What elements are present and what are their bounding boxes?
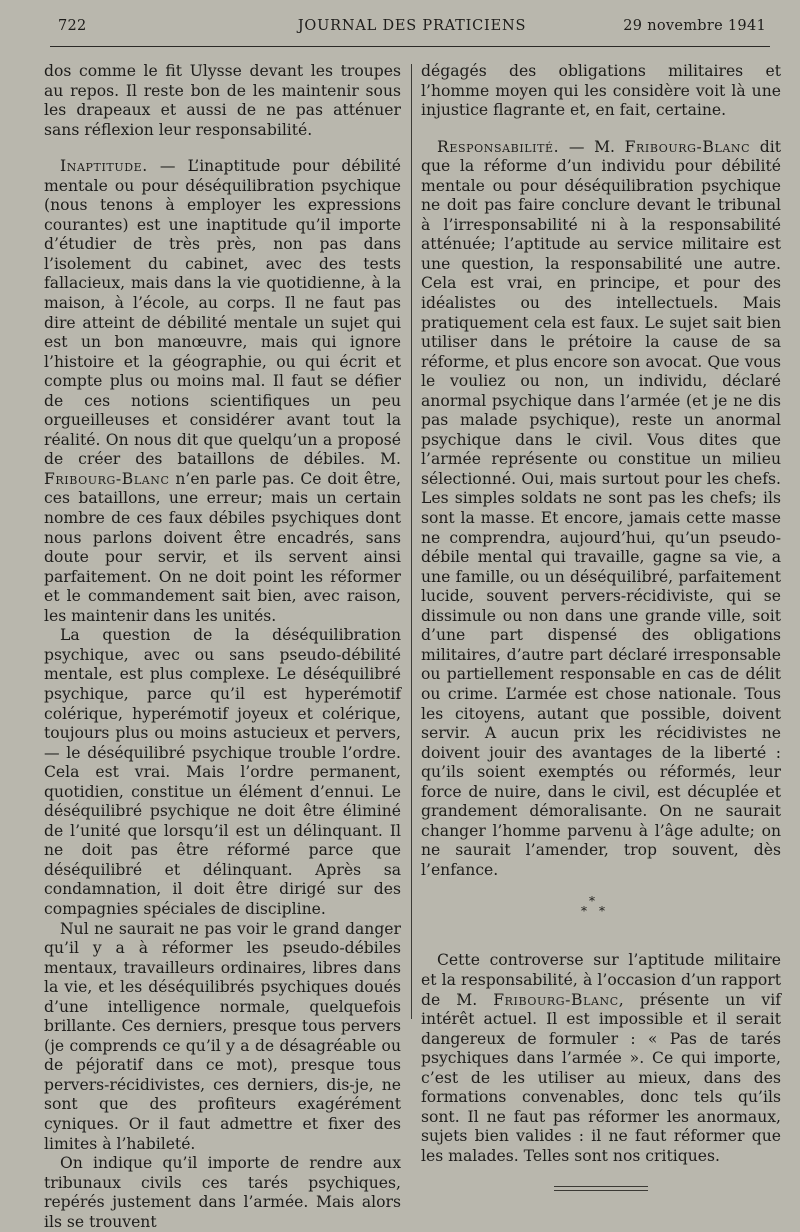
paragraph-inaptitude <box>44 157 401 626</box>
paragraph: La question de la déséquilibration psychique, avec ou sans pseudo-débilité mentale, est plus complexe. Le déséquilibré psychique, parce qu’il est hyperémotif colérique, hyperémotif joyeux et colérique, toujours plus ou moins astucieux et pervers, — le déséquilibré psychique trouble l’ordre. Cela est vrai. Mais l’ordre permanent, quotidien, constitue un élément d’ennui. Le déséquilibré psychique ne doit être éliminé de l’unité que lorsqu’il est un délinquant. Il ne doit pas être réformé parce que déséquilibré et délinquant. Après sa condamnation, il doit être dirigé sur des compagnies spéciales de discipline. <box>44 626 401 918</box>
paragraph: Nul ne saurait ne pas voir le grand danger qu’il y a à réformer les pseudo-débiles mentaux, travailleurs ordinaires, libres dans la vie, et les déséquilibrés psychiques doués d’une intelligence normale, quelquefois brillante. Ces derniers, presque tous pervers (je comprends ce qu’il y a de désagréable ou de péjoratif dans ce mot), presque tous pervers-récidivistes, ces derniers, dis-je, ne sont que des profiteurs exagérément cyniques. Or il faut admettre et fixer des limites à l’habileté. <box>44 919 401 1153</box>
section-heading-inaptitude: Inaptitude. <box>60 157 148 176</box>
section-heading-responsabilite: Responsabilité. <box>437 137 560 156</box>
issue-date: 29 novembre 1941 <box>623 18 766 34</box>
paragraph-responsabilite <box>421 138 781 881</box>
asterism <box>421 892 781 932</box>
text-run: n’en parle pas. Ce doit être, ces bataillons, une erreur; mais un certain nombre de ces faux débiles psychiques dont nous parlons doivent être encadrés, sans doute pour servir, et ils servent ainsi parfaitement. On ne doit point les réformer et le commandement sait bien, avec raison, les maintenir dans les unités. <box>44 469 401 625</box>
end-rule <box>554 1186 648 1191</box>
asterism-star: * <box>589 894 595 909</box>
paragraph: On indique qu’il importe de rendre aux tribunaux civils ces tarés psychiques, repérés justement dans l’armée. Mais alors ils se trouvent <box>44 1154 401 1231</box>
text-run: , présente un vif intérêt actuel. Il est impossible et il serait dangereux de formuler : « Pas de tarés psychiques dans l’armée ». Ce qui importe, c’est de les utiliser au mieux, dans des formations convenables, donc tels qu’ils sont. Il ne faut pas réformer les anormaux, sujets bien valides : il ne faut réformer que les malades. Telles sont nos critiques. <box>421 990 781 1165</box>
right-column <box>421 62 781 1191</box>
paragraph: dégagés des obligations militaires et l’homme moyen qui les considère voit là une injustice flagrante et, en fait, certaine. <box>421 62 781 120</box>
page-number: 722 <box>58 18 87 34</box>
journal-title: JOURNAL DES PRATICIENS <box>297 18 527 34</box>
text-run: — M. <box>559 137 625 156</box>
left-column <box>44 62 401 1232</box>
paragraph-conclusion <box>421 951 781 1166</box>
page-header <box>58 18 766 42</box>
text-run: dit que la réforme d’un individu pour débilité mentale ou pour déséquilibration psychique ne doit pas faire conclure devant le tribunal à l’irresponsabilité ni à la responsabilité atténuée; l’aptitude au service militaire est une question, la responsabilité une autre. Cela est vrai, en principe, et pour des idéalistes ou des intellectuels. Mais pratiquement cela est faux. Le sujet sait bien utiliser dans le prétoire la cause de sa réforme, et plus encore son avocat. Que vous le vouliez ou non, un individu, déclaré anormal psychique dans l’armée (et je ne dis pas malade psychique), reste un anormal psychique dans le civil. Vous dites que l’armée représente ou constitue un milieu sélectionné. Oui, mais surtout pour les chefs. Les simples soldats ne sont pas les chefs; ils sont la masse. Et encore, jamais cette masse ne comprendra, aujourd’hui, qu’un pseudo-débile mental qui travaille, gagne sa vie, a une famille, ou un déséquilibré, parfaitement lucide, souvent pervers-récidiviste, qui se dissimule ou non dans une grande ville, soit d’une part dispensé des obligations militaires, d’autre part déclaré irresponsable ou partiellement responsable en cas de délit ou crime. L’armée est chose nationale. Tous les citoyens, autant que possible, doivent servir. A aucun prix les récidivistes ne doivent jouir des avantages de la liberté : qu’ils soient exemptés ou réformés, leur force de nuire, dans le civil, est décuplée et grandement démoralisante. On ne saurait changer l’homme parvenu à l’âge adulte; on ne saurait l’amender, trop souvent, dès l’enfance. <box>421 137 781 879</box>
text-run: Cette controverse sur l’aptitude militaire et la responsabilité, à l’occasion d’un rapport de M. <box>421 951 781 1009</box>
author-name: Fribourg-Blanc <box>624 137 751 156</box>
header-rule <box>50 46 770 47</box>
text-run: — L’inaptitude pour débilité mentale ou pour déséquilibration psychique (nous tenons à employer les expressions courantes) est une inaptitude qu’il importe d’étudier de très près, non pas dans l’isolement du cabinet, avec des tests fallacieux, mais dans la vie quotidienne, à la maison, à l’école, au corps. Il ne faut pas dire atteint de débilité mentale un sujet qui est un bon manœuvre, mais qui ignore l’histoire et la géographie, ou qui écrit et compte plus ou moins mal. Il faut se défier de ces notions scientifiques un peu orgueilleuses et considérer avant tout la réalité. On nous dit que quelqu’un a proposé de créer des bataillons de débiles. M. <box>44 157 401 469</box>
asterism-star: * <box>599 904 605 919</box>
author-name: Fribourg-Blanc <box>493 990 619 1009</box>
paragraph: dos comme le fit Ulysse devant les troupes au repos. Il reste bon de les maintenir sous les drapeaux et aussi de ne pas atténuer sans réflexion leur responsabilité. <box>44 62 401 139</box>
asterism-star: * <box>581 904 587 919</box>
author-name: Fribourg-Blanc <box>44 469 170 488</box>
column-divider <box>411 64 412 1019</box>
